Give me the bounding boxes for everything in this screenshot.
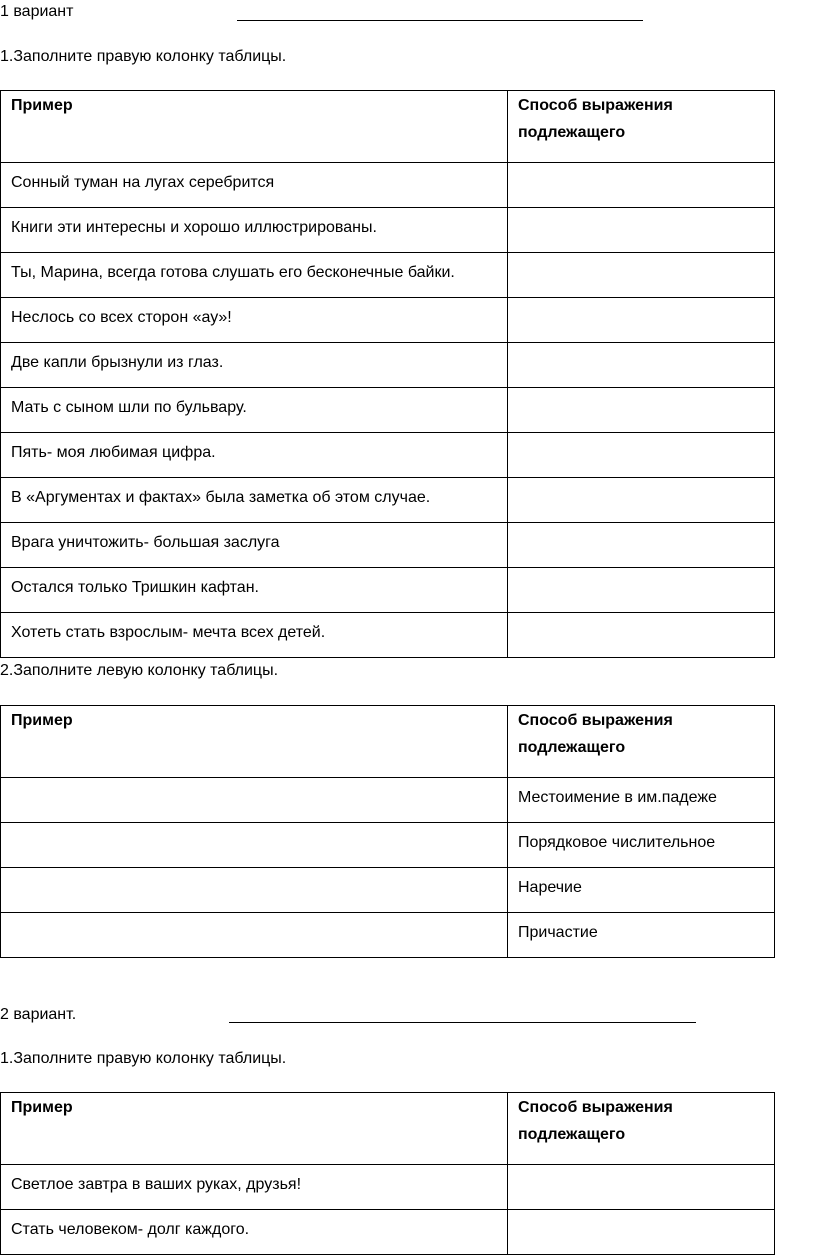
example-cell: Хотеть стать взрослым- мечта всех детей. — [1, 613, 508, 658]
header-method: Способ выражения подлежащего — [508, 1093, 775, 1165]
method-cell: Наречие — [508, 868, 775, 913]
answer-cell[interactable] — [1, 913, 508, 958]
answer-cell[interactable] — [508, 1210, 775, 1255]
header-example: Пример — [1, 91, 508, 163]
method-cell: Местоимение в им.падеже — [508, 778, 775, 823]
name-blank-line — [237, 20, 643, 21]
header-method: Способ выражения подлежащего — [508, 91, 775, 163]
variant-2-table-1 — [0, 1092, 775, 1255]
answer-cell[interactable] — [1, 778, 508, 823]
answer-cell[interactable] — [508, 433, 775, 478]
answer-cell[interactable] — [1, 823, 508, 868]
answer-cell[interactable] — [508, 523, 775, 568]
example-cell: Стать человеком- долг каждого. — [1, 1210, 508, 1255]
variant-2-label: 2 вариант. — [0, 1006, 77, 1023]
example-cell: Светлое завтра в ваших руках, друзья! — [1, 1165, 508, 1210]
method-cell: Порядковое числительное — [508, 823, 775, 868]
example-cell: Остался только Тришкин кафтан. — [1, 568, 508, 613]
answer-cell[interactable] — [508, 298, 775, 343]
example-cell: Врага уничтожить- большая заслуга — [1, 523, 508, 568]
answer-cell[interactable] — [508, 388, 775, 433]
example-cell: Ты, Марина, всегда готова слушать его бесконечные байки. — [1, 253, 508, 298]
answer-cell[interactable] — [508, 478, 775, 523]
answer-cell[interactable] — [508, 1165, 775, 1210]
task-1-instruction: 1.Заполните правую колонку таблицы. — [0, 48, 287, 65]
variant-1-table-1 — [0, 90, 775, 658]
answer-cell[interactable] — [508, 568, 775, 613]
answer-cell[interactable] — [508, 208, 775, 253]
method-cell: Причастие — [508, 913, 775, 958]
example-cell: Две капли брызнули из глаз. — [1, 343, 508, 388]
variant-1-label: 1 вариант — [0, 3, 74, 20]
header-example: Пример — [1, 706, 508, 778]
example-cell: Неслось со всех сторон «ау»! — [1, 298, 508, 343]
answer-cell[interactable] — [1, 868, 508, 913]
example-cell: Мать с сыном шли по бульвару. — [1, 388, 508, 433]
answer-cell[interactable] — [508, 253, 775, 298]
name-blank-line — [229, 1022, 696, 1023]
example-cell: Сонный туман на лугах серебрится — [1, 163, 508, 208]
header-method: Способ выражения подлежащего — [508, 706, 775, 778]
task-2-instruction: 2.Заполните левую колонку таблицы. — [0, 662, 279, 679]
example-cell: Пять- моя любимая цифра. — [1, 433, 508, 478]
example-cell: В «Аргументах и фактах» была заметка об этом случае. — [1, 478, 508, 523]
answer-cell[interactable] — [508, 163, 775, 208]
header-example: Пример — [1, 1093, 508, 1165]
variant-1-table-2 — [0, 705, 775, 958]
example-cell: Книги эти интересны и хорошо иллюстрированы. — [1, 208, 508, 253]
variant-2-task-1-instruction: 1.Заполните правую колонку таблицы. — [0, 1050, 287, 1067]
answer-cell[interactable] — [508, 613, 775, 658]
answer-cell[interactable] — [508, 343, 775, 388]
